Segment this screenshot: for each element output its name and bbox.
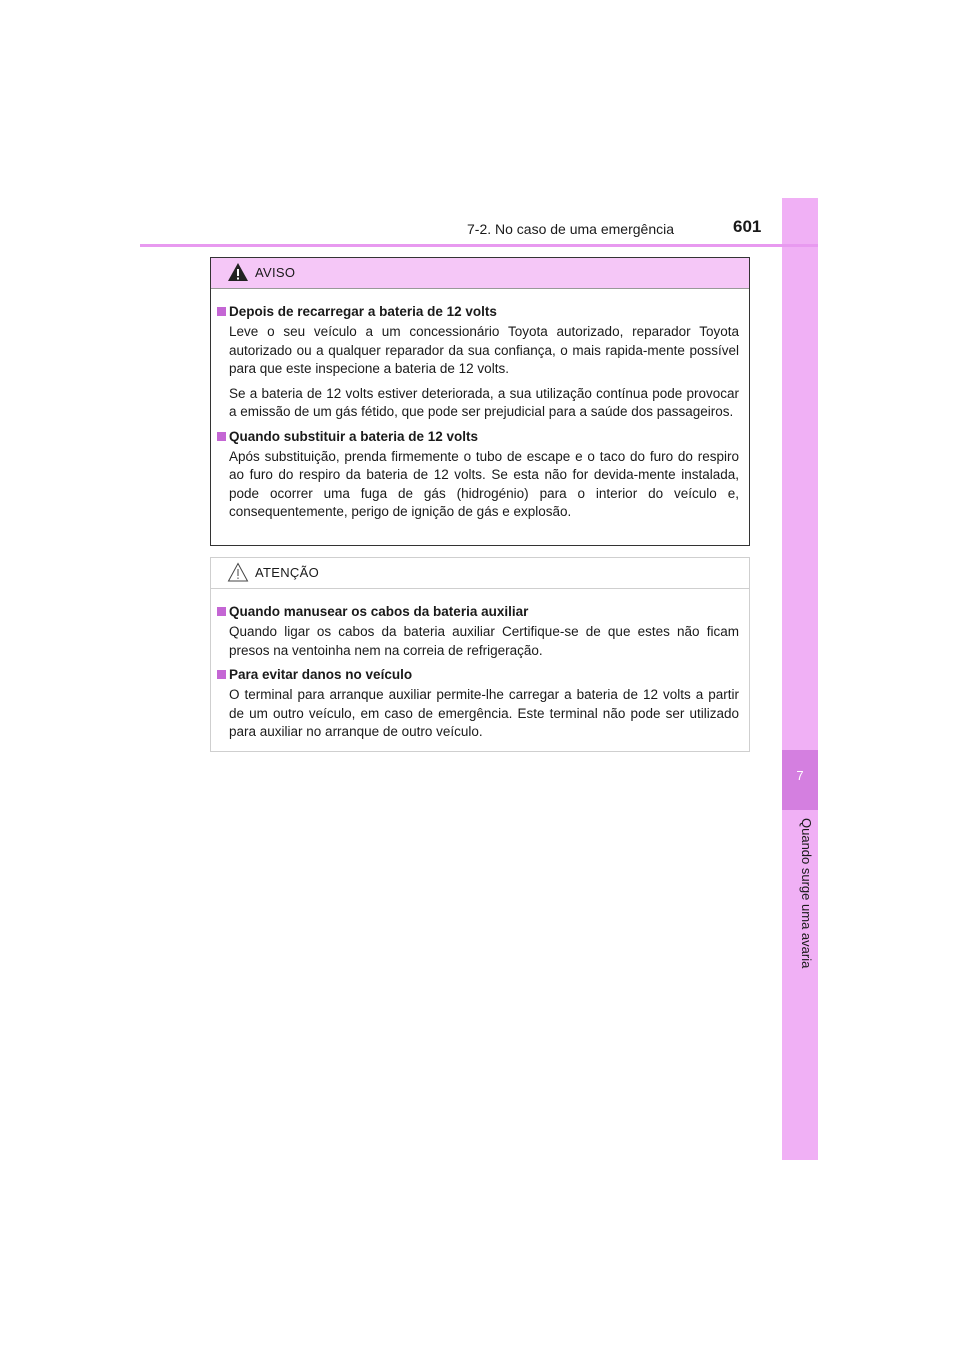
section-title: 7-2. No caso de uma emergência (467, 221, 674, 237)
caution-header (211, 558, 749, 589)
header-divider (140, 244, 818, 247)
warning-item-heading: Depois de recarregar a bateria de 12 volts (217, 303, 739, 321)
bullet-square-icon (217, 432, 226, 441)
warning-paragraph: Leve o seu veículo a um concessionário Toyota autorizado, reparador Toyota autorizado ou a qualquer reparador da sua confiança, o mais rapida-mente possível para que este inspecione a bateria de 12 volts. (229, 324, 739, 376)
warning-paragraph: Se a bateria de 12 volts estiver deteriorada, a sua utilização contínua pode provocar a emissão de um gás fétido, que pode ser prejudicial para a saúde dos passageiros. (229, 385, 739, 419)
chapter-title: Quando surge uma avaria (799, 818, 814, 969)
bullet-square-icon (217, 307, 226, 316)
page-number: 601 (733, 217, 762, 236)
warning-item-heading: Quando substituir a bateria de 12 volts (217, 428, 739, 446)
caution-icon (227, 562, 249, 582)
caution-item-heading: Para evitar danos no veículo (217, 666, 739, 684)
warning-title: AVISO (255, 265, 296, 280)
caution-title: ATENÇÃO (255, 565, 319, 580)
caution-item-heading: Quando manusear os cabos da bateria auxiliar (217, 603, 739, 621)
caution-paragraph: O terminal para arranque auxiliar permite-lhe carregar a bateria de 12 volts a partir de um outro veículo, em caso de emergência. Este terminal não pode ser utilizado para auxiliar no arranque de outro veículo. (229, 687, 739, 739)
warning-icon (227, 262, 249, 282)
warning-header (211, 258, 749, 289)
warning-box (210, 257, 750, 546)
chapter-side-tab (782, 198, 818, 1160)
chapter-number: 7 (796, 768, 804, 783)
bullet-square-icon (217, 670, 226, 679)
warning-paragraph: Após substituição, prenda firmemente o tubo de escape e o taco do furo do respiro ao furo do respiro da bateria de 12 volts. Se esta não for devida-mente instalada, pode ocorrer uma fuga de gás (hidrogénio) para o interior do veículo e, consequentemente, perigo de ignição de gás e explosão. (229, 448, 739, 519)
caution-box (210, 557, 750, 752)
bullet-square-icon (217, 607, 226, 616)
caution-paragraph: Quando ligar os cabos da bateria auxiliar Certifique-se de que estes não ficam presos na ventoinha nem na correia de refrigeração. (229, 624, 739, 658)
